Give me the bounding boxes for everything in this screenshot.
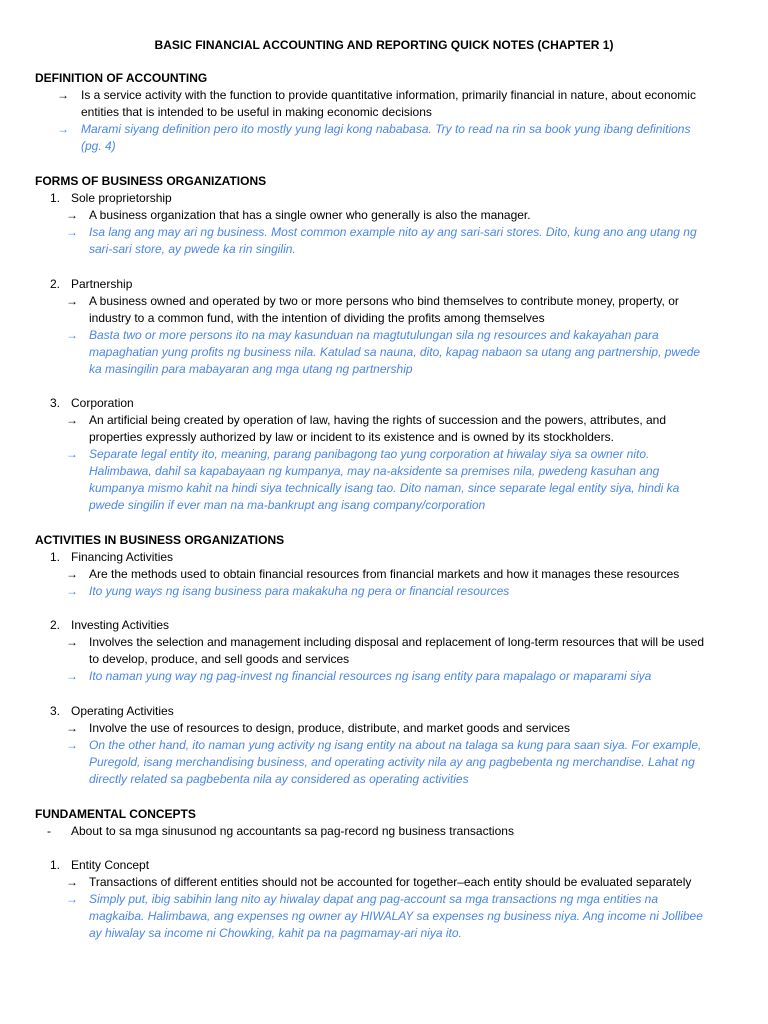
section-heading-activities: ACTIVITIES IN BUSINESS ORGANIZATIONS bbox=[35, 533, 285, 547]
comment-line: ka masingilin para mabayaran ang mga utang ng partnership bbox=[89, 362, 413, 376]
note-line: Is a service activity with the function to provide quantitative information, primarily financial in nature, about economic bbox=[81, 88, 696, 102]
list-number: 3. bbox=[49, 704, 60, 718]
comment-line: pwede singilin if ever man na ma-bankrupt ang isang company/corporation bbox=[89, 498, 486, 512]
list-label: Corporation bbox=[71, 396, 134, 410]
comment-line: ay hiwalay sa income ni Chowking, kahit pa na pagmamay-ari niya ito. bbox=[89, 926, 462, 940]
list-label: Partnership bbox=[71, 277, 133, 291]
arrow-bullet: → bbox=[66, 413, 78, 427]
list-label: Investing Activities bbox=[71, 618, 170, 632]
intro-line: About to sa mga sinusunod ng accountants sa pag-record ng business transactions bbox=[71, 824, 514, 838]
arrow-bullet: → bbox=[66, 584, 78, 598]
note-line: to develop, produce, and sell goods and services bbox=[89, 652, 350, 666]
list-label: Financing Activities bbox=[71, 550, 174, 564]
comment-line: Ito naman yung way ng pag-invest ng financial resources ng isang entity para mapalago or maparami siya bbox=[89, 669, 652, 683]
arrow-bullet: → bbox=[57, 122, 69, 136]
comment-line: Ito yung ways ng isang business para makakuha ng pera or financial resources bbox=[89, 584, 510, 598]
arrow-bullet: → bbox=[66, 875, 78, 889]
note-line: An artificial being created by operation of law, having the rights of succession and the powers, attributes, and bbox=[89, 413, 667, 427]
list-label: Sole proprietorship bbox=[71, 191, 172, 205]
arrow-bullet: → bbox=[66, 669, 78, 683]
arrow-bullet: → bbox=[66, 208, 78, 222]
comment-line: Puregold, isang merchandising business, and operating activity nila ay ang pagbebenta ng merchandise. Lahat ng bbox=[89, 755, 695, 769]
comment-line: sari-sari store, ay pwede ka rin singilin. bbox=[89, 242, 296, 256]
comment-line: On the other hand, ito naman yung activity ng isang entity na about na talaga sa kung para saan siya. For example, bbox=[89, 738, 702, 752]
arrow-bullet: → bbox=[66, 294, 78, 308]
note-line: industry to a common fund, with the intention of dividing the profits among themselves bbox=[89, 311, 545, 325]
section-heading-forms: FORMS OF BUSINESS ORGANIZATIONS bbox=[35, 174, 267, 188]
comment-line: (pg. 4) bbox=[81, 139, 116, 153]
arrow-bullet: → bbox=[66, 892, 78, 906]
comment-line: kumpanya mismo kahit na hindi siya technically isang tao. Dito naman, since separate legal entity siya, hindi ka bbox=[89, 481, 680, 495]
list-number: 1. bbox=[49, 191, 60, 205]
list-number: 2. bbox=[49, 618, 60, 632]
note-line: Are the methods used to obtain financial resources from financial markets and how it manages these resources bbox=[89, 567, 680, 581]
arrow-bullet: → bbox=[66, 328, 78, 342]
note-line: A business organization that has a single owner who generally is also the manager. bbox=[89, 208, 531, 222]
list-label: Operating Activities bbox=[71, 704, 174, 718]
arrow-bullet: → bbox=[66, 225, 78, 239]
list-number: 3. bbox=[49, 396, 60, 410]
list-number: 1. bbox=[49, 550, 60, 564]
note-line: Involve the use of resources to design, produce, distribute, and market goods and services bbox=[89, 721, 570, 735]
arrow-bullet: → bbox=[66, 567, 78, 581]
comment-line: Simply put, ibig sabihin lang nito ay hiwalay dapat ang pag-account sa mga transactions ng mga entities na bbox=[89, 892, 659, 906]
arrow-bullet: → bbox=[57, 88, 69, 102]
note-line: Transactions of different entities should not be accounted for together–each entity should be evaluated separately bbox=[89, 875, 692, 889]
arrow-bullet: → bbox=[66, 721, 78, 735]
note-line: properties expressly authorized by law or incident to its existence and is owned by its stockholders. bbox=[89, 430, 614, 444]
list-number: 2. bbox=[49, 277, 60, 291]
arrow-bullet: → bbox=[66, 738, 78, 752]
comment-line: Marami siyang definition pero ito mostly yung lagi kong nababasa. Try to read na rin sa book yung ibang definitions bbox=[81, 122, 691, 136]
list-number: 1. bbox=[49, 858, 60, 872]
comment-line: Separate legal entity ito, meaning, parang panibagong tao yung corporation at hiwalay siya sa owner nito. bbox=[89, 447, 650, 461]
comment-line: magkaiba. Halimbawa, ang expenses ng owner ay HIWALAY sa expenses ng business niya. Ang income ni Jollibee bbox=[89, 909, 703, 923]
list-label: Entity Concept bbox=[71, 858, 150, 872]
note-line: Involves the selection and management including disposal and replacement of long-term resources that will be used bbox=[89, 635, 705, 649]
arrow-bullet: → bbox=[66, 635, 78, 649]
comment-line: mapaghatian yung profits ng business nila. Katulad sa nauna, dito, kapag nabaon sa utang ang partnership, pwede bbox=[89, 345, 701, 359]
note-line: A business owned and operated by two or more persons who bind themselves to contribute money, property, or bbox=[89, 294, 679, 308]
arrow-bullet: → bbox=[66, 447, 78, 461]
dash-bullet: - bbox=[47, 824, 51, 838]
section-heading-fundamental: FUNDAMENTAL CONCEPTS bbox=[35, 807, 196, 821]
section-heading-definition: DEFINITION OF ACCOUNTING bbox=[35, 71, 208, 85]
document-title: BASIC FINANCIAL ACCOUNTING AND REPORTING QUICK NOTES (CHAPTER 1) bbox=[154, 38, 614, 52]
comment-line: Isa lang ang may ari ng business. Most common example nito ay ang sari-sari stores. Dito, kung ano ang utang ng bbox=[89, 225, 697, 239]
comment-line: Halimbawa, dahil sa kapabayaan ng kumpanya, may na-aksidente sa premises nila, pwedeng kasuhan ang bbox=[89, 464, 660, 478]
comment-line: directly related sa pagbebenta nila ay considered as operating activities bbox=[89, 772, 469, 786]
comment-line: Basta two or more persons ito na may kasunduan na magtutulungan sila ng resources and kakayahan para bbox=[89, 328, 659, 342]
note-line: entities that is intended to be useful in making economic decisions bbox=[81, 105, 432, 119]
